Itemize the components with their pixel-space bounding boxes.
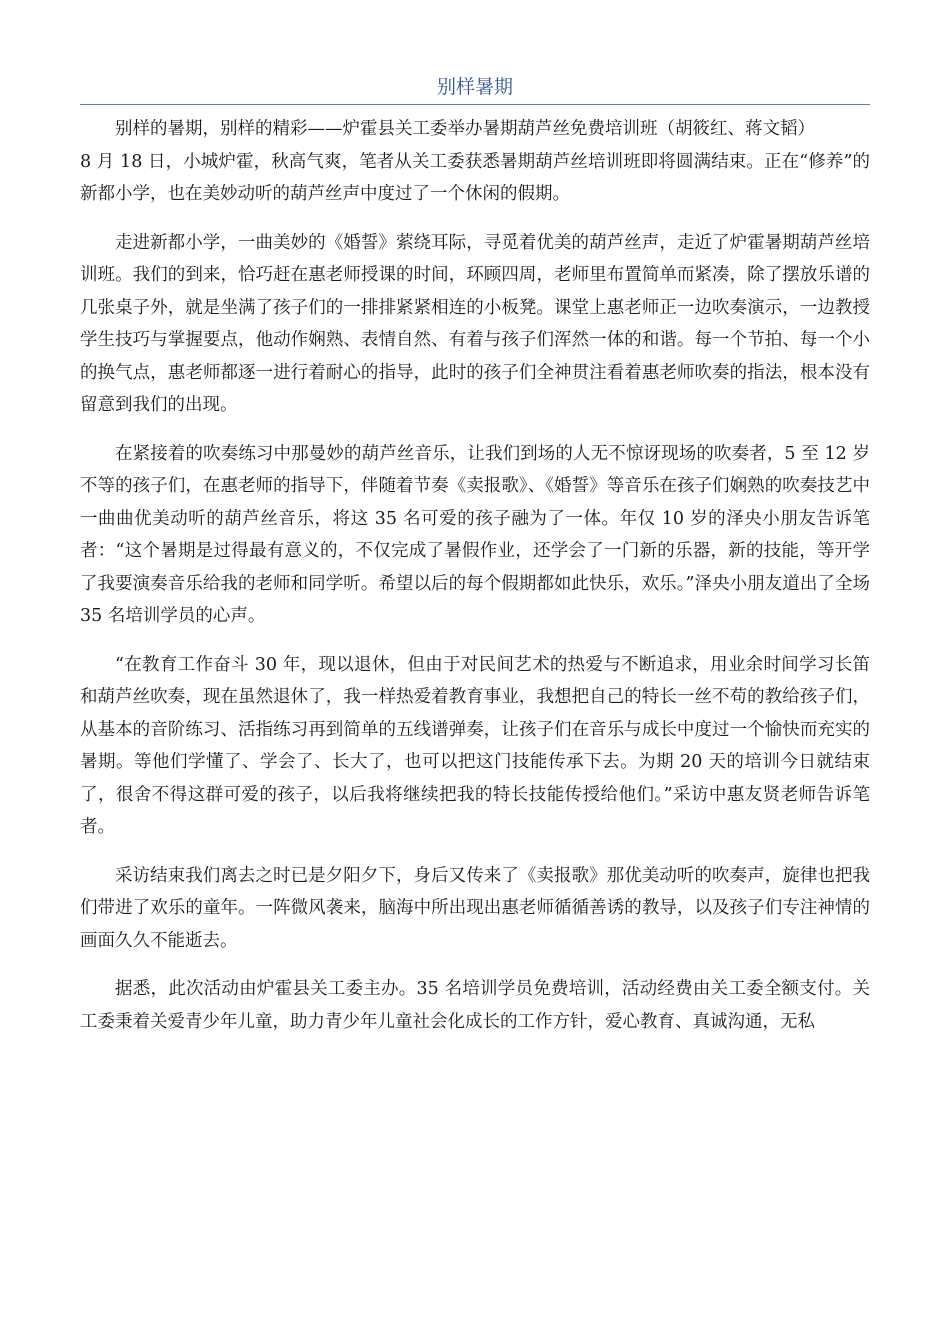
- document-title: 别样暑期: [436, 76, 513, 98]
- paragraph-3: 在紧接着的吹奏练习中那曼妙的葫芦丝音乐，让我们到场的人无不惊讶现场的吹奏者，5 至 12 岁不等的孩子们，在惠老师的指导下，伴随着节奏《卖报歌》、《婚誓》等音乐在孩子们娴熟的吹奏技艺中一曲曲优美动听的葫芦丝音乐，将这 35 名可爱的孩子融为了一体。年仅 10 岁的泽央小朋友告诉笔者：“这个暑期是过得最有意义的，不仅完成了暑假作业，还学会了一门新的乐器，新的技能，等开学了我要演奏音乐给我的老师和同学听。希望以后的每个假期都如此快乐，欢乐。”泽央小朋友道出了全场 35 名培训学员的心声。: [80, 443, 870, 626]
- article-subtitle: 别样的暑期，别样的精彩——炉霍县关工委举办暑期葫芦丝免费培训班（胡筱红、蒋文韬）: [115, 119, 815, 139]
- paragraph-6: 据悉，此次活动由炉霍县关工委主办。35 名培训学员免费培训，活动经费由关工委全额支付。关工委秉着关爱青少年儿童，助力青少年儿童社会化成长的工作方针，爱心教育、真诚沟通，无私: [80, 979, 870, 1032]
- document-page: [80, 72, 870, 1054]
- paragraph-5: 采访结束我们离去之时已是夕阳夕下，身后又传来了《卖报歌》那优美动听的吹奏声，旋律也把我们带进了欢乐的童年。一阵微风袭来，脑海中所出现出惠老师循循善诱的教导，以及孩子们专注神情的画面久久不能逝去。: [80, 865, 870, 951]
- title-underline-rule: [80, 104, 870, 105]
- paragraph-1: 8 月 18 日，小城炉霍，秋高气爽，笔者从关工委获悉暑期葫芦丝培训班即将圆满结束。正在“修养”的新都小学，也在美妙动听的葫芦丝声中度过了一个休闲的假期。: [80, 151, 870, 204]
- paragraph-2: 走进新都小学，一曲美妙的《婚誓》萦绕耳际，寻觅着优美的葫芦丝声，走近了炉霍暑期葫芦丝培训班。我们的到来，恰巧赶在惠老师授课的时间，环顾四周，老师里布置简单而紧凑，除了摆放乐谱的几张桌子外，就是坐满了孩子们的一排排紧紧相连的小板凳。课堂上惠老师正一边吹奏演示，一边教授学生技巧与掌握要点，他动作娴熟、表情自然、有着与孩子们浑然一体的和谐。每一个节拍、每一个小的换气点，惠老师都逐一进行着耐心的指导，此时的孩子们全神贯注看着惠老师吹奏的指法，根本没有留意到我们的出现。: [80, 232, 870, 415]
- paragraph-4: “在教育工作奋斗 30 年，现以退休，但由于对民间艺术的热爱与不断追求，用业余时间学习长笛和葫芦丝吹奏，现在虽然退休了，我一样热爱着教育事业，我想把自己的特长一丝不苟的教给孩子们，从基本的音阶练习、活指练习再到简单的五线谱弹奏，让孩子们在音乐与成长中度过一个愉快而充实的暑期。等他们学懂了、学会了、长大了，也可以把这门技能传承下去。为期 20 天的培训今日就结束了，很舍不得这群可爱的孩子，以后我将继续把我的特长技能传授给他们。”采访中惠友贤老师告诉笔者。: [80, 654, 870, 837]
